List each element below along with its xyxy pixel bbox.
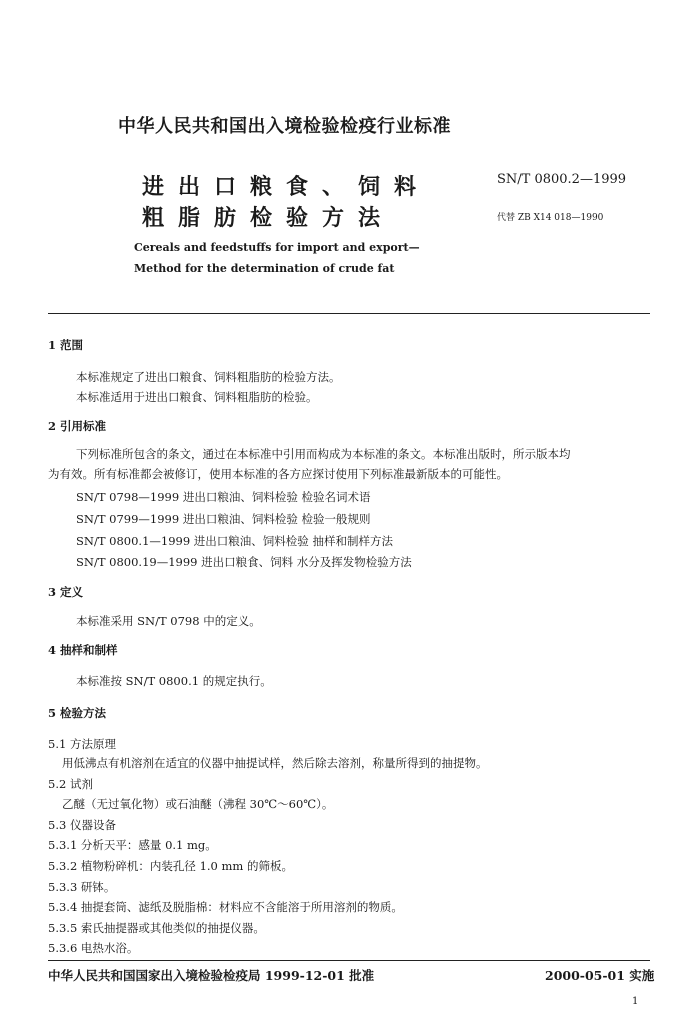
standard-title-cn-line2: 粗脂肪检验方法 bbox=[142, 205, 395, 231]
section-2-paragraph-line1: 下列标准所包含的条文，通过在本标准中引用而构成为本标准的条文。本标准出版时，所示版本均 bbox=[76, 447, 571, 461]
section-1-paragraph-2: 本标准适用于进出口粮食、饲料粗脂肪的检验。 bbox=[76, 390, 318, 404]
section-5-2-paragraph: 乙醚（无过氧化物）或石油醚（沸程 30℃～60℃）。 bbox=[62, 797, 334, 811]
section-3-paragraph: 本标准采用 SN/T 0798 中的定义。 bbox=[76, 614, 261, 628]
section-1-paragraph-1: 本标准规定了进出口粮食、饲料粗脂肪的检验方法。 bbox=[76, 370, 341, 384]
standard-title-cn-line1: 进出口粮食、饲料 bbox=[142, 174, 431, 200]
implementation-date: 2000-05-01 实施 bbox=[545, 968, 655, 983]
equipment-item: 5.3.4 抽提套筒、滤纸及脱脂棉：材料应不含能溶于所用溶剂的物质。 bbox=[48, 900, 403, 914]
section-5-1-heading: 5.1 方法原理 bbox=[48, 737, 116, 751]
section-2-paragraph-line2: 为有效。所有标准都会被修订，使用本标准的各方应探讨使用下列标准最新版本的可能性。 bbox=[48, 467, 508, 481]
standard-title-en-line1: Cereals and feedstuffs for import and export— bbox=[134, 241, 420, 254]
equipment-item: 5.3.3 研钵。 bbox=[48, 880, 116, 894]
reference-item: SN/T 0800.1—1999 进出口粮油、饲料检验 抽样和制样方法 bbox=[76, 534, 393, 548]
section-4-heading: 4 抽样和制样 bbox=[48, 643, 118, 657]
section-1-heading: 1 范围 bbox=[48, 338, 84, 352]
section-5-2-heading: 5.2 试剂 bbox=[48, 777, 93, 791]
equipment-item: 5.3.2 植物粉碎机：内装孔径 1.0 mm 的筛板。 bbox=[48, 859, 293, 873]
standard-number: SN/T 0800.2—1999 bbox=[497, 172, 627, 187]
standard-replaces: 代替 ZB X14 018—1990 bbox=[497, 213, 604, 223]
equipment-item: 5.3.5 索氏抽提器或其他类似的抽提仪器。 bbox=[48, 921, 265, 935]
section-5-heading: 5 检验方法 bbox=[48, 706, 107, 720]
equipment-item: 5.3.6 电热水浴。 bbox=[48, 941, 139, 955]
equipment-item: 5.3.1 分析天平：感量 0.1 mg。 bbox=[48, 838, 217, 852]
issuer-header: 中华人民共和国出入境检验检疫行业标准 bbox=[118, 116, 451, 137]
reference-item: SN/T 0798—1999 进出口粮油、饲料检验 检验名词术语 bbox=[76, 490, 371, 504]
section-5-3-heading: 5.3 仪器设备 bbox=[48, 818, 116, 832]
section-4-paragraph: 本标准按 SN/T 0800.1 的规定执行。 bbox=[76, 674, 272, 688]
header-divider bbox=[48, 313, 650, 314]
footer-divider bbox=[48, 960, 650, 961]
reference-item: SN/T 0799—1999 进出口粮油、饲料检验 检验一般规则 bbox=[76, 512, 371, 526]
section-2-heading: 2 引用标准 bbox=[48, 419, 107, 433]
reference-item: SN/T 0800.19—1999 进出口粮食、饲料 水分及挥发物检验方法 bbox=[76, 555, 412, 569]
approval-line: 中华人民共和国国家出入境检验检疫局 1999-12-01 批准 bbox=[48, 968, 375, 983]
page-number: 1 bbox=[632, 996, 639, 1007]
standard-title-en-line2: Method for the determination of crude fat bbox=[134, 262, 395, 275]
section-3-heading: 3 定义 bbox=[48, 585, 84, 599]
section-5-1-paragraph: 用低沸点有机溶剂在适宜的仪器中抽提试样，然后除去溶剂，称量所得到的抽提物。 bbox=[62, 756, 488, 770]
